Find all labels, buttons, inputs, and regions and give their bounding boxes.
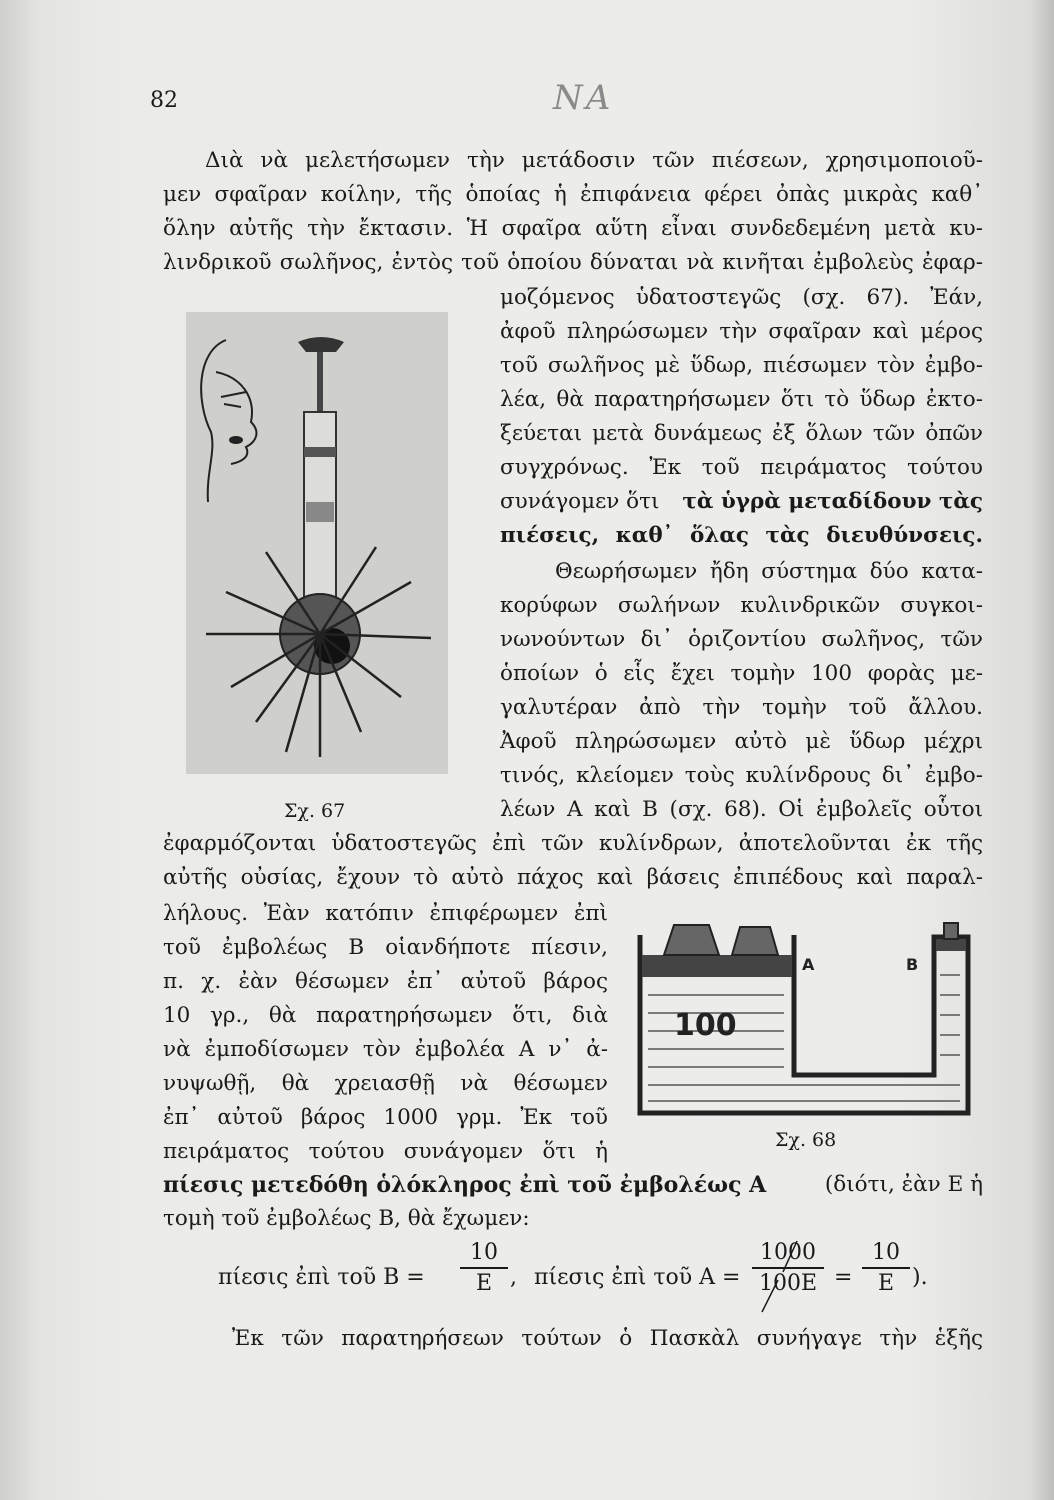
text-line: τοῦ ἐμβολέως Β οἱανδήποτε πίεσιν, <box>163 935 608 960</box>
fraction-bar <box>862 1267 910 1269</box>
text-line: Θεωρήσωμεν ἤδη σύστημα δύο κατα- <box>555 559 983 584</box>
text-line: ὁποίων ὁ εἷς ἔχει τομὴν 100 φορὰς με- <box>500 661 983 686</box>
formula-separator: , <box>510 1265 517 1290</box>
fraction-bar <box>460 1267 508 1269</box>
formula-equals: = <box>834 1265 853 1290</box>
face-lips <box>229 436 243 444</box>
fraction-numerator: 10 <box>470 1240 498 1265</box>
text-line: ξεύεται μετὰ δυνάμεως ἐξ ὅλων τῶν ὀπῶν <box>500 421 983 446</box>
fraction-denominator: Ε <box>475 1270 493 1296</box>
text-line: (διότι, ἐὰν Ε ἡ <box>824 1172 983 1197</box>
text-line: τομὴ τοῦ ἐμβολέως Β, θὰ ἔχωμεν: <box>163 1206 530 1231</box>
fraction-numerator: 10 <box>872 1240 900 1265</box>
fraction-result <box>862 1240 910 1296</box>
page-number: 82 <box>150 88 178 113</box>
text-line: νὰ ἐμποδίσωμεν τὸν ἐμβολέα Α ν᾽ ἀ- <box>163 1037 608 1062</box>
cancel-strike-marks <box>750 1236 810 1316</box>
text-line: αὐτῆς οὐσίας, ἔχουν τὸ αὐτὸ πάχος καὶ βάσεις ἐπιπέδους καὶ παραλ- <box>163 865 983 890</box>
handwritten-note: NA <box>553 78 614 118</box>
text-line: πειράματος τούτου συνάγομεν ὅτι ἡ <box>163 1139 608 1164</box>
text-line: π. χ. ἐὰν θέσωμεν ἐπ᾽ αὐτοῦ βάρος <box>163 969 608 994</box>
text-line: γαλυτέραν ἀπὸ τὴν τομὴν τοῦ ἄλλου. <box>500 695 983 720</box>
text-line: ἐφαρμόζονται ὑδατοστεγῶς ἐπὶ τῶν κυλίνδρων, ἀποτελοῦνται ἐκ τῆς <box>163 831 983 856</box>
text-line: λέα, θὰ παρατηρήσωμεν ὅτι τὸ ὕδωρ ἐκτο- <box>500 387 983 412</box>
text-line: τοῦ σωλῆνος μὲ ὕδωρ, πιέσωμεν τὸν ἐμβο- <box>500 353 983 378</box>
bold-conclusion: τὰ ὑγρὰ μεταδίδουν τὰς <box>682 489 983 514</box>
text-line: κορύφων σωλήνων κυλινδρικῶν συγκοι- <box>500 593 983 618</box>
fraction-denominator: 100Ε <box>758 1270 818 1296</box>
formula-close: ). <box>912 1265 928 1290</box>
text-line: νυψωθῇ, θὰ χρειασθῇ νὰ θέσωμεν <box>163 1071 608 1096</box>
text-line: Ἐκ τῶν παρατηρήσεων τούτων ὁ Πασκὰλ συνήγαγε τὴν ἑξῆς <box>232 1326 983 1351</box>
piston-b <box>936 939 966 951</box>
figure-68-caption: Σχ. 68 <box>775 1129 837 1151</box>
label-a: Α <box>802 955 815 974</box>
figure-67-caption: Σχ. 67 <box>284 800 346 822</box>
text-line: ἀφοῦ πληρώσωμεν τὴν σφαῖραν καὶ μέρος <box>500 319 983 344</box>
figure-68-illustration <box>634 915 984 1120</box>
weight-b <box>944 923 958 939</box>
weight-block <box>732 927 778 955</box>
text-line: λινδρικοῦ σωλῆνος, ἐντὸς τοῦ ὁποίου δύναται νὰ κινῆται ἐμβολεὺς ἐφαρ- <box>163 250 983 275</box>
text-line: Διὰ νὰ μελετήσωμεν τὴν μετάδοσιν τῶν πιέσεων, χρησιμοποιοῦ- <box>205 148 983 173</box>
text-line: λέων Α καὶ Β (σχ. 68). Οἱ ἐμβολεῖς οὗτοι <box>500 797 983 822</box>
fraction-denominator: Ε <box>877 1270 895 1296</box>
weight-block <box>664 925 719 955</box>
piston-rod <box>317 352 323 412</box>
formula-label-a: πίεσις ἐπὶ τοῦ Α = <box>534 1265 741 1290</box>
piston-head <box>304 447 336 457</box>
text-line: συγχρόνως. Ἐκ τοῦ πειράματος τούτου <box>500 455 983 480</box>
label-b: Β <box>906 955 919 974</box>
text-line: νωνούντων δι᾽ ὁριζοντίου σωλῆνος, τῶν <box>500 627 983 652</box>
fraction-b <box>460 1240 508 1296</box>
figure-67-illustration <box>186 312 448 774</box>
bold-conclusion: πίεσις μετεδόθη ὁλόκληρος ἐπὶ τοῦ ἐμβολέως Α <box>163 1172 767 1198</box>
fraction-numerator: 1000 <box>760 1240 816 1265</box>
text-line: μεν σφαῖραν κοίλην, τῆς ὁποίας ἡ ἐπιφάνεια φέρει ὀπὰς μικρὰς καθ᾽ <box>163 182 983 207</box>
text-line: λήλους. Ἐὰν κατόπιν ἐπιφέρωμεν ἐπὶ <box>163 901 608 926</box>
piston-a <box>642 955 792 977</box>
text-line: τινός, κλείομεν τοὺς κυλίνδρους δι᾽ ἐμβο- <box>500 763 983 788</box>
text-line: 10 γρ., θὰ παρατηρήσωμεν ὅτι, διὰ <box>163 1003 608 1028</box>
text-line: Ἀφοῦ πληρώσωμεν αὐτὸ μὲ ὕδωρ μέχρι <box>500 729 983 754</box>
water-level <box>306 502 334 522</box>
bold-conclusion: πιέσεις, καθ᾽ ὅλας τὰς διευθύνσεις. <box>500 523 983 548</box>
text-line: ὅλην αὐτῆς τὴν ἔκτασιν. Ἡ σφαῖρα αὕτη εἶναι συνδεδεμένη μετὰ κυ- <box>163 216 983 241</box>
formula-label-b: πίεσις ἐπὶ τοῦ Β = <box>218 1265 425 1290</box>
text-line: ἐπ᾽ αὐτοῦ βάρος 1000 γρμ. Ἐκ τοῦ <box>163 1105 608 1130</box>
weight-label: 100 <box>674 1008 737 1043</box>
text-line: μοζόμενος ὑδατοστεγῶς (σχ. 67). Ἐάν, <box>500 285 983 310</box>
text-line: συνάγομεν ὅτι <box>500 489 660 514</box>
